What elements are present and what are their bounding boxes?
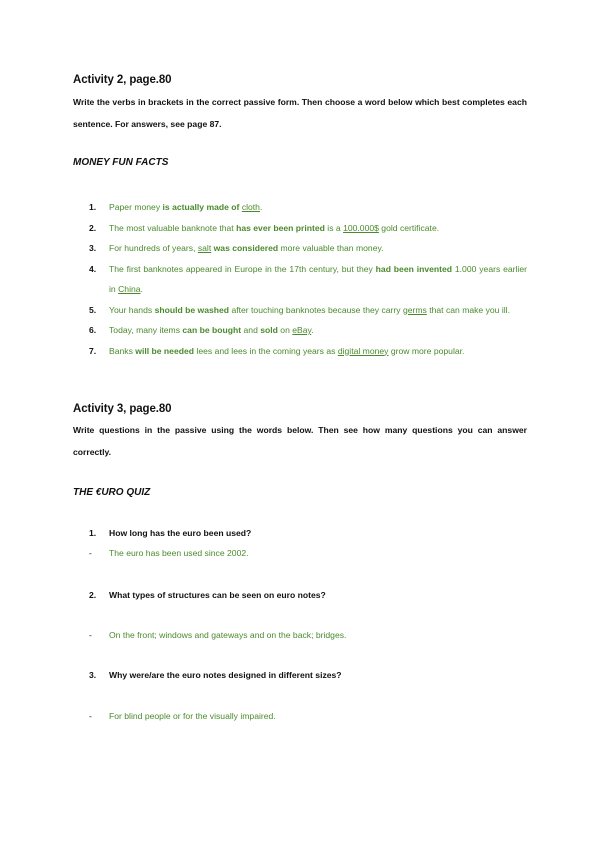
fact-text: is a — [324, 222, 344, 233]
fact-text: more valuable than money. — [278, 243, 384, 253]
money-fact-item — [73, 218, 527, 239]
money-fact-item — [73, 341, 527, 362]
fact-text: lees and lees in the coming years as — [194, 345, 338, 356]
answer-dash: - — [89, 548, 92, 558]
money-fact-item — [73, 300, 527, 321]
answer-word: cloth — [241, 202, 260, 212]
passive-verb: can be bought — [182, 325, 242, 335]
quiz-question-text: Why were/are the euro notes designed in different sizes? — [109, 670, 342, 680]
activity-2-heading: Activity 2, page.80 — [73, 74, 172, 86]
quiz-question-number: 3. — [89, 670, 97, 680]
fact-text: that can make you ill. — [426, 304, 510, 315]
quiz-question-text: How long has the euro been used? — [109, 528, 252, 538]
answer-dash: - — [89, 630, 92, 640]
passive-verb: is actually made of — [162, 202, 240, 212]
money-fact-item — [73, 320, 527, 341]
fact-text: For hundreds of years, — [109, 243, 198, 253]
passive-verb: has ever been printed — [236, 222, 325, 233]
money-fact-number: 4. — [89, 263, 97, 274]
money-fact-number: 5. — [89, 304, 97, 315]
quiz-answer-text: The euro has been used since 2002. — [109, 548, 249, 558]
quiz-answer-2 — [89, 630, 346, 640]
answer-word: digital money — [337, 345, 389, 356]
quiz-question-number: 1. — [89, 528, 97, 538]
answer-dash: - — [89, 711, 92, 721]
money-facts-title: MONEY FUN FACTS — [73, 157, 169, 168]
fact-text: Banks — [109, 345, 136, 356]
fact-text: grow more popular. — [388, 345, 465, 356]
fact-text: and — [241, 325, 261, 335]
fact-text: Paper money — [109, 202, 163, 212]
money-fact-item — [73, 197, 527, 218]
passive-verb: should be washed — [154, 304, 230, 315]
money-facts-list — [73, 197, 527, 361]
money-fact-number: 2. — [89, 222, 97, 233]
passive-verb: was considered — [213, 243, 279, 253]
money-fact-number: 6. — [89, 325, 97, 335]
passive-verb: sold — [260, 325, 278, 335]
answer-word: eBay — [292, 325, 312, 335]
answer-word: salt — [197, 243, 212, 253]
quiz-answer-text: On the front; windows and gateways and on the back; bridges. — [109, 630, 347, 640]
money-fact-item — [73, 259, 527, 300]
activity-2-instructions: Write the verbs in brackets in the correct passive form. Then choose a word below which best completes each sentence. For answers, see page 87. — [73, 97, 527, 129]
euro-quiz-title: THE €URO QUIZ — [73, 487, 151, 498]
fact-text: 1.000 years earlier in — [109, 263, 527, 294]
fact-text: . — [259, 202, 263, 212]
quiz-answer-text: For blind people or for the visually impaired. — [109, 711, 276, 721]
money-fact-number: 1. — [89, 202, 97, 212]
quiz-question-text: What types of structures can be seen on euro notes? — [109, 590, 326, 600]
answer-word: China — [118, 284, 141, 294]
quiz-question-1 — [89, 528, 251, 538]
fact-text: on — [277, 325, 293, 335]
answer-word: germs — [402, 304, 427, 315]
fact-text: Your hands — [109, 304, 155, 315]
passive-verb: will be needed — [135, 345, 195, 356]
fact-text: The first banknotes appeared in Europe in the 17th century, but they — [109, 263, 376, 274]
quiz-answer-3 — [89, 711, 276, 721]
fact-text: after touching banknotes because they carry — [229, 304, 403, 315]
quiz-question-2 — [89, 590, 326, 600]
money-fact-number: 7. — [89, 345, 97, 356]
fact-text: The most valuable banknote that — [109, 222, 237, 233]
answer-word: 100.000$ — [343, 222, 379, 233]
activity-3-heading: Activity 3, page.80 — [73, 403, 172, 415]
quiz-answer-1 — [89, 548, 249, 558]
quiz-question-number: 2. — [89, 590, 97, 600]
fact-text: . — [311, 325, 314, 335]
fact-text: Today, many items — [109, 325, 183, 335]
passive-verb: had been invented — [375, 263, 453, 274]
activity-3-instructions: Write questions in the passive using the words below. Then see how many questions you can answer correctly. — [73, 425, 527, 457]
money-fact-item — [73, 238, 527, 259]
quiz-question-3 — [89, 670, 342, 680]
money-fact-number: 3. — [89, 243, 97, 253]
fact-text: . — [140, 284, 143, 294]
fact-text: gold certificate. — [378, 222, 440, 233]
